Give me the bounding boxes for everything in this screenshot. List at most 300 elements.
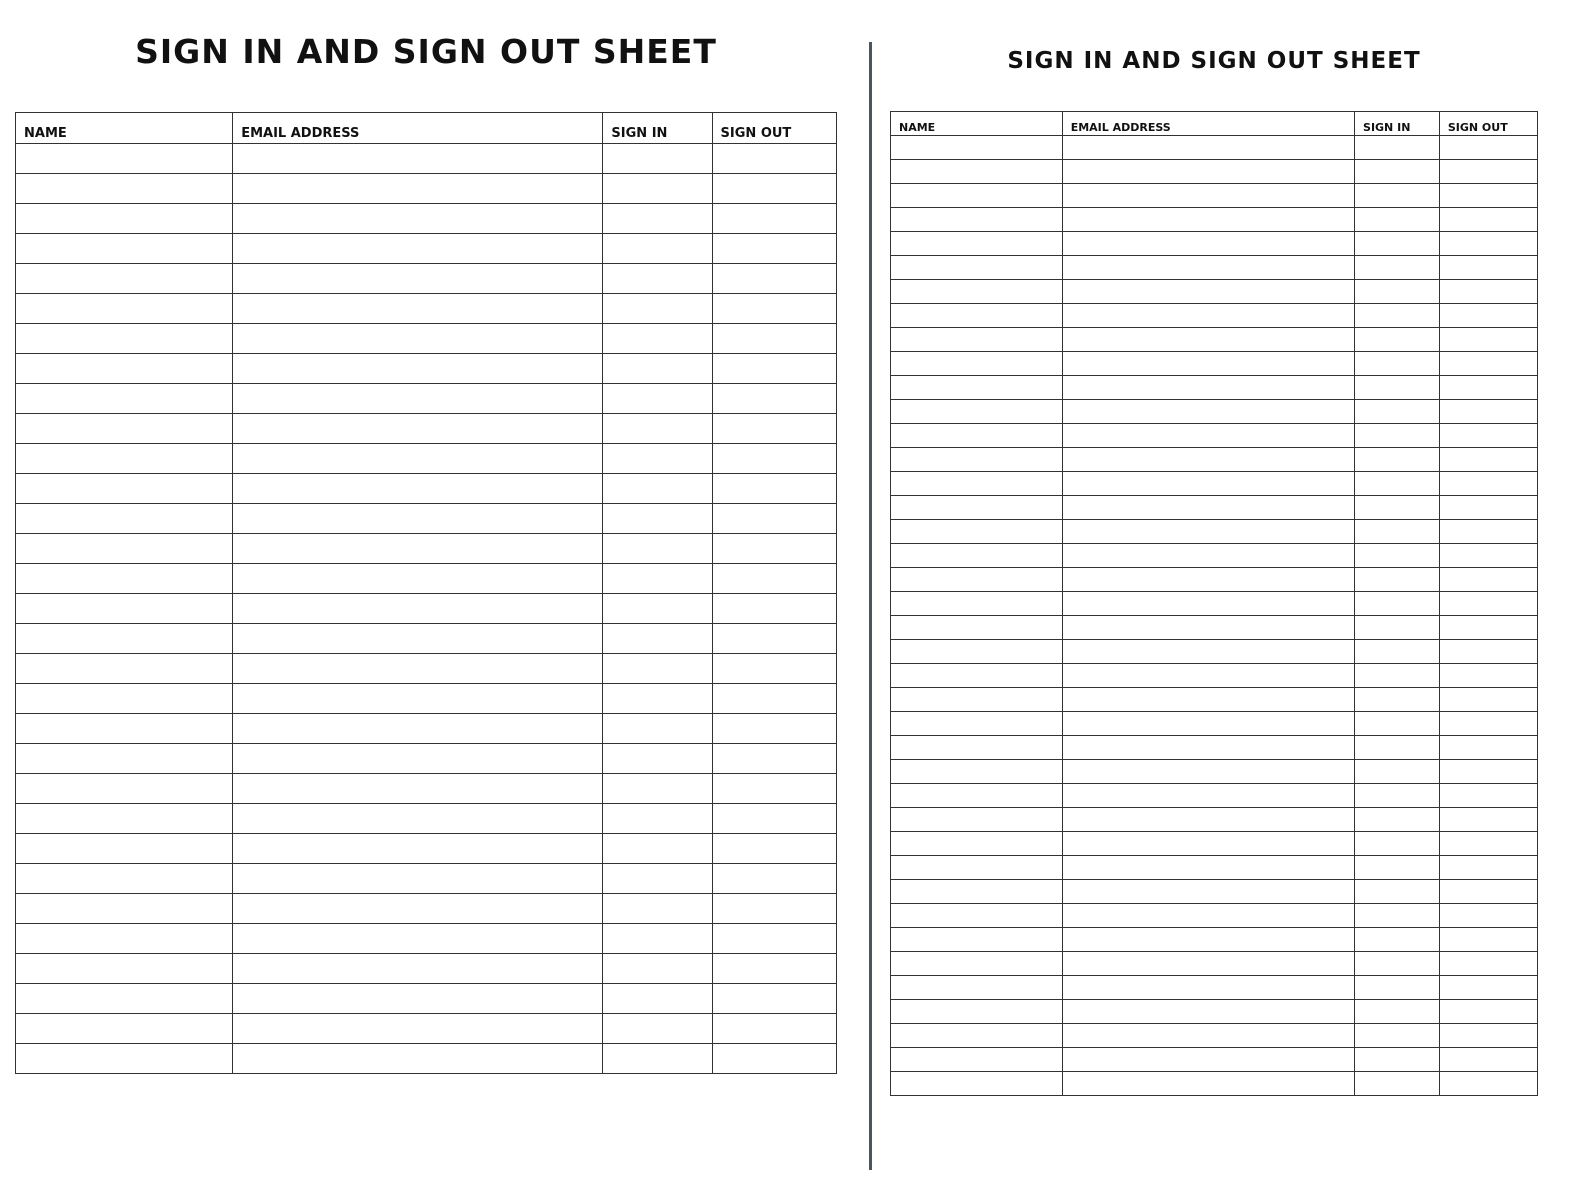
email-address-cell	[1062, 856, 1354, 880]
sign-in-cell	[1355, 1024, 1440, 1048]
name-cell	[891, 808, 1063, 832]
name-cell	[891, 160, 1063, 184]
sign-out-cell	[1439, 736, 1537, 760]
table-row	[16, 654, 837, 684]
name-cell	[16, 324, 233, 354]
email-address-cell	[233, 714, 603, 744]
table-row	[16, 774, 837, 804]
email-address-cell	[233, 474, 603, 504]
name-cell	[16, 564, 233, 594]
email-address-cell	[233, 804, 603, 834]
sign-out-cell	[1439, 400, 1537, 424]
name-cell	[16, 744, 233, 774]
sign-out-cell	[1439, 640, 1537, 664]
name-cell	[891, 904, 1063, 928]
sign-in-cell	[603, 864, 712, 894]
sign-out-cell	[1439, 904, 1537, 928]
sign-in-cell	[1355, 688, 1440, 712]
name-cell	[16, 954, 233, 984]
sign-out-cell	[1439, 136, 1537, 160]
email-address-cell	[1062, 544, 1354, 568]
sign-out-cell	[712, 1014, 836, 1044]
table-row	[16, 714, 837, 744]
column-header-name: NAME	[16, 113, 233, 144]
name-cell	[891, 304, 1063, 328]
name-cell	[16, 804, 233, 834]
email-address-cell	[233, 954, 603, 984]
sign-in-cell	[1355, 640, 1440, 664]
name-cell	[891, 880, 1063, 904]
sign-out-cell	[712, 444, 836, 474]
sign-in-cell	[1355, 1000, 1440, 1024]
sign-out-cell	[712, 804, 836, 834]
email-address-cell	[1062, 712, 1354, 736]
sign-in-cell	[603, 384, 712, 414]
name-cell	[891, 784, 1063, 808]
email-address-cell	[1062, 1024, 1354, 1048]
table-row	[16, 684, 837, 714]
table-row	[16, 294, 837, 324]
email-address-cell	[1062, 664, 1354, 688]
table-body	[16, 144, 837, 1074]
name-cell	[891, 736, 1063, 760]
table-row	[891, 1048, 1538, 1072]
table-row	[16, 804, 837, 834]
name-cell	[16, 294, 233, 324]
name-cell	[891, 1072, 1063, 1096]
sign-out-cell	[1439, 760, 1537, 784]
name-cell	[16, 864, 233, 894]
table-row	[16, 864, 837, 894]
name-cell	[16, 474, 233, 504]
name-cell	[16, 444, 233, 474]
name-cell	[891, 1024, 1063, 1048]
email-address-cell	[233, 774, 603, 804]
sign-in-cell	[603, 444, 712, 474]
sign-in-cell	[1355, 256, 1440, 280]
table-row	[891, 784, 1538, 808]
email-address-cell	[233, 354, 603, 384]
sign-in-cell	[603, 624, 712, 654]
sign-out-cell	[712, 984, 836, 1014]
name-cell	[891, 448, 1063, 472]
sign-in-cell	[1355, 472, 1440, 496]
sign-in-cell	[603, 924, 712, 954]
name-cell	[891, 664, 1063, 688]
sign-in-cell	[1355, 352, 1440, 376]
sign-out-cell	[712, 294, 836, 324]
sign-out-cell	[712, 534, 836, 564]
sheet-title: SIGN IN AND SIGN OUT SHEET	[135, 32, 717, 71]
table-row	[891, 928, 1538, 952]
name-cell	[16, 534, 233, 564]
name-cell	[891, 1048, 1063, 1072]
name-cell	[891, 952, 1063, 976]
email-address-cell	[1062, 160, 1354, 184]
column-header-sign-out: SIGN OUT	[712, 113, 836, 144]
sign-out-cell	[712, 864, 836, 894]
sign-out-cell	[1439, 496, 1537, 520]
sign-out-cell	[712, 714, 836, 744]
email-address-cell	[233, 564, 603, 594]
sign-in-cell	[603, 804, 712, 834]
sign-in-cell	[603, 174, 712, 204]
sign-out-cell	[1439, 592, 1537, 616]
sign-in-cell	[1355, 760, 1440, 784]
table-row	[891, 1024, 1538, 1048]
table-row	[16, 444, 837, 474]
sign-out-cell	[1439, 304, 1537, 328]
sign-in-cell	[603, 234, 712, 264]
email-address-cell	[233, 534, 603, 564]
sign-in-table	[890, 111, 1538, 1096]
table-row	[891, 376, 1538, 400]
name-cell	[16, 264, 233, 294]
sign-out-cell	[712, 204, 836, 234]
column-header-sign-in: SIGN IN	[1355, 112, 1440, 136]
email-address-cell	[1062, 520, 1354, 544]
name-cell	[891, 424, 1063, 448]
email-address-cell	[1062, 832, 1354, 856]
email-address-cell	[1062, 280, 1354, 304]
name-cell	[891, 544, 1063, 568]
sign-in-cell	[1355, 1072, 1440, 1096]
name-cell	[891, 400, 1063, 424]
sign-out-cell	[1439, 472, 1537, 496]
sign-in-cell	[603, 774, 712, 804]
email-address-cell	[233, 594, 603, 624]
table-row	[891, 880, 1538, 904]
table-row	[891, 1000, 1538, 1024]
table-row	[891, 808, 1538, 832]
name-cell	[891, 640, 1063, 664]
sign-out-cell	[1439, 352, 1537, 376]
sign-in-cell	[603, 264, 712, 294]
sign-out-cell	[712, 924, 836, 954]
name-cell	[16, 234, 233, 264]
table-row	[891, 1072, 1538, 1096]
table-row	[891, 712, 1538, 736]
name-cell	[891, 616, 1063, 640]
sign-out-cell	[1439, 832, 1537, 856]
name-cell	[16, 924, 233, 954]
sign-in-cell	[603, 564, 712, 594]
sign-out-cell	[1439, 856, 1537, 880]
sign-in-cell	[603, 654, 712, 684]
name-cell	[16, 414, 233, 444]
sign-in-cell	[1355, 904, 1440, 928]
column-header-email: EMAIL ADDRESS	[233, 113, 603, 144]
sign-out-cell	[1439, 616, 1537, 640]
table-row	[891, 904, 1538, 928]
name-cell	[16, 624, 233, 654]
table-header-row	[891, 112, 1538, 136]
sign-in-cell	[1355, 856, 1440, 880]
sign-in-cell	[603, 294, 712, 324]
email-address-cell	[1062, 880, 1354, 904]
sign-in-cell	[1355, 328, 1440, 352]
sign-in-cell	[1355, 952, 1440, 976]
email-address-cell	[1062, 256, 1354, 280]
table-row	[16, 354, 837, 384]
email-address-cell	[1062, 496, 1354, 520]
table-row	[891, 352, 1538, 376]
name-cell	[16, 774, 233, 804]
sign-in-cell	[1355, 280, 1440, 304]
sign-in-cell	[1355, 496, 1440, 520]
table-row	[16, 594, 837, 624]
table-row	[16, 924, 837, 954]
table-row	[891, 952, 1538, 976]
sign-out-cell	[712, 774, 836, 804]
table-row	[16, 1014, 837, 1044]
sign-out-cell	[712, 564, 836, 594]
email-address-cell	[233, 444, 603, 474]
sign-in-cell	[603, 594, 712, 624]
sign-in-cell	[1355, 880, 1440, 904]
sign-out-cell	[1439, 160, 1537, 184]
sign-in-cell	[603, 414, 712, 444]
email-address-cell	[1062, 616, 1354, 640]
sign-in-cell	[603, 1044, 712, 1074]
table-row	[891, 976, 1538, 1000]
name-cell	[891, 832, 1063, 856]
email-address-cell	[1062, 568, 1354, 592]
table-row	[16, 744, 837, 774]
sign-out-cell	[1439, 328, 1537, 352]
sign-out-cell	[1439, 424, 1537, 448]
column-header-sign-in: SIGN IN	[603, 113, 712, 144]
name-cell	[891, 1000, 1063, 1024]
email-address-cell	[1062, 376, 1354, 400]
email-address-cell	[233, 504, 603, 534]
email-address-cell	[233, 624, 603, 654]
sign-out-cell	[712, 624, 836, 654]
table-row	[891, 304, 1538, 328]
email-address-cell	[1062, 952, 1354, 976]
name-cell	[891, 928, 1063, 952]
table-row	[16, 504, 837, 534]
sign-out-cell	[712, 384, 836, 414]
name-cell	[16, 174, 233, 204]
column-header-name: NAME	[891, 112, 1063, 136]
name-cell	[891, 280, 1063, 304]
table-row	[891, 760, 1538, 784]
email-address-cell	[1062, 904, 1354, 928]
email-address-cell	[1062, 592, 1354, 616]
email-address-cell	[1062, 976, 1354, 1000]
table-row	[16, 1044, 837, 1074]
table-row	[891, 328, 1538, 352]
sign-in-cell	[603, 144, 712, 174]
sign-in-cell	[1355, 1048, 1440, 1072]
table-row	[16, 174, 837, 204]
sign-out-cell	[1439, 928, 1537, 952]
sign-out-cell	[1439, 1024, 1537, 1048]
table-row	[16, 144, 837, 174]
table-row	[891, 280, 1538, 304]
sign-in-cell	[1355, 520, 1440, 544]
sign-in-cell	[1355, 448, 1440, 472]
sign-in-cell	[1355, 736, 1440, 760]
sign-in-cell	[1355, 400, 1440, 424]
email-address-cell	[233, 834, 603, 864]
name-cell	[891, 136, 1063, 160]
sign-in-cell	[603, 324, 712, 354]
email-address-cell	[1062, 760, 1354, 784]
sign-in-cell	[603, 834, 712, 864]
name-cell	[16, 204, 233, 234]
sign-in-cell	[603, 504, 712, 534]
email-address-cell	[1062, 640, 1354, 664]
table-row	[891, 736, 1538, 760]
email-address-cell	[1062, 352, 1354, 376]
table-row	[891, 448, 1538, 472]
email-address-cell	[1062, 1072, 1354, 1096]
table-row	[16, 534, 837, 564]
table-row	[16, 414, 837, 444]
sign-in-cell	[603, 714, 712, 744]
name-cell	[891, 760, 1063, 784]
sign-out-cell	[1439, 544, 1537, 568]
name-cell	[891, 496, 1063, 520]
sign-in-cell	[1355, 784, 1440, 808]
sign-out-cell	[1439, 880, 1537, 904]
table-row	[891, 640, 1538, 664]
email-address-cell	[233, 174, 603, 204]
name-cell	[891, 208, 1063, 232]
sheet-title: SIGN IN AND SIGN OUT SHEET	[1007, 48, 1421, 74]
email-address-cell	[1062, 784, 1354, 808]
email-address-cell	[1062, 328, 1354, 352]
table-row	[891, 472, 1538, 496]
email-address-cell	[233, 1044, 603, 1074]
email-address-cell	[233, 924, 603, 954]
name-cell	[16, 684, 233, 714]
email-address-cell	[233, 384, 603, 414]
table-row	[16, 624, 837, 654]
sign-out-cell	[1439, 568, 1537, 592]
sign-in-cell	[1355, 928, 1440, 952]
name-cell	[891, 184, 1063, 208]
email-address-cell	[233, 234, 603, 264]
table-row	[16, 204, 837, 234]
table-row	[16, 474, 837, 504]
name-cell	[16, 594, 233, 624]
table-row	[891, 856, 1538, 880]
sign-out-cell	[1439, 184, 1537, 208]
sign-in-cell	[1355, 544, 1440, 568]
name-cell	[16, 1044, 233, 1074]
name-cell	[891, 856, 1063, 880]
email-address-cell	[233, 864, 603, 894]
email-address-cell	[1062, 1000, 1354, 1024]
table-row	[891, 520, 1538, 544]
sign-out-cell	[1439, 256, 1537, 280]
sign-in-cell	[1355, 208, 1440, 232]
table-row	[16, 234, 837, 264]
sign-sheet-left	[15, 30, 837, 1074]
sign-out-cell	[712, 324, 836, 354]
sign-out-cell	[1439, 208, 1537, 232]
sign-in-cell	[1355, 712, 1440, 736]
name-cell	[16, 504, 233, 534]
sign-out-cell	[1439, 1048, 1537, 1072]
table-body	[891, 136, 1538, 1096]
sign-out-cell	[712, 234, 836, 264]
name-cell	[891, 688, 1063, 712]
name-cell	[16, 384, 233, 414]
table-row	[16, 954, 837, 984]
email-address-cell	[233, 264, 603, 294]
sign-in-cell	[603, 474, 712, 504]
sign-in-cell	[1355, 832, 1440, 856]
name-cell	[16, 984, 233, 1014]
name-cell	[891, 352, 1063, 376]
name-cell	[16, 654, 233, 684]
sign-in-cell	[1355, 616, 1440, 640]
sign-in-cell	[1355, 568, 1440, 592]
sign-out-cell	[712, 474, 836, 504]
sign-out-cell	[1439, 232, 1537, 256]
sign-in-cell	[603, 354, 712, 384]
sign-out-cell	[1439, 1072, 1537, 1096]
name-cell	[16, 714, 233, 744]
name-cell	[891, 712, 1063, 736]
email-address-cell	[233, 684, 603, 714]
sign-out-cell	[1439, 280, 1537, 304]
table-row	[891, 688, 1538, 712]
sign-in-cell	[603, 984, 712, 1014]
email-address-cell	[1062, 808, 1354, 832]
sign-out-cell	[712, 744, 836, 774]
table-row	[891, 232, 1538, 256]
sign-out-cell	[1439, 952, 1537, 976]
sign-in-cell	[1355, 592, 1440, 616]
email-address-cell	[1062, 184, 1354, 208]
sign-in-cell	[1355, 976, 1440, 1000]
email-address-cell	[1062, 424, 1354, 448]
name-cell	[16, 834, 233, 864]
sign-out-cell	[1439, 688, 1537, 712]
name-cell	[891, 232, 1063, 256]
table-row	[891, 496, 1538, 520]
sign-in-cell	[1355, 160, 1440, 184]
sign-out-cell	[712, 684, 836, 714]
email-address-cell	[1062, 736, 1354, 760]
sign-out-cell	[1439, 448, 1537, 472]
name-cell	[16, 1014, 233, 1044]
email-address-cell	[1062, 1048, 1354, 1072]
email-address-cell	[233, 294, 603, 324]
sign-out-cell	[1439, 808, 1537, 832]
sign-in-cell	[603, 534, 712, 564]
table-row	[891, 664, 1538, 688]
sign-out-cell	[712, 144, 836, 174]
email-address-cell	[233, 1014, 603, 1044]
table-row	[891, 616, 1538, 640]
sign-out-cell	[712, 504, 836, 534]
table-row	[891, 832, 1538, 856]
email-address-cell	[233, 324, 603, 354]
table-row	[891, 136, 1538, 160]
name-cell	[891, 520, 1063, 544]
name-cell	[16, 894, 233, 924]
sign-in-cell	[1355, 424, 1440, 448]
sign-in-cell	[603, 894, 712, 924]
page-divider	[869, 42, 872, 1170]
name-cell	[891, 256, 1063, 280]
